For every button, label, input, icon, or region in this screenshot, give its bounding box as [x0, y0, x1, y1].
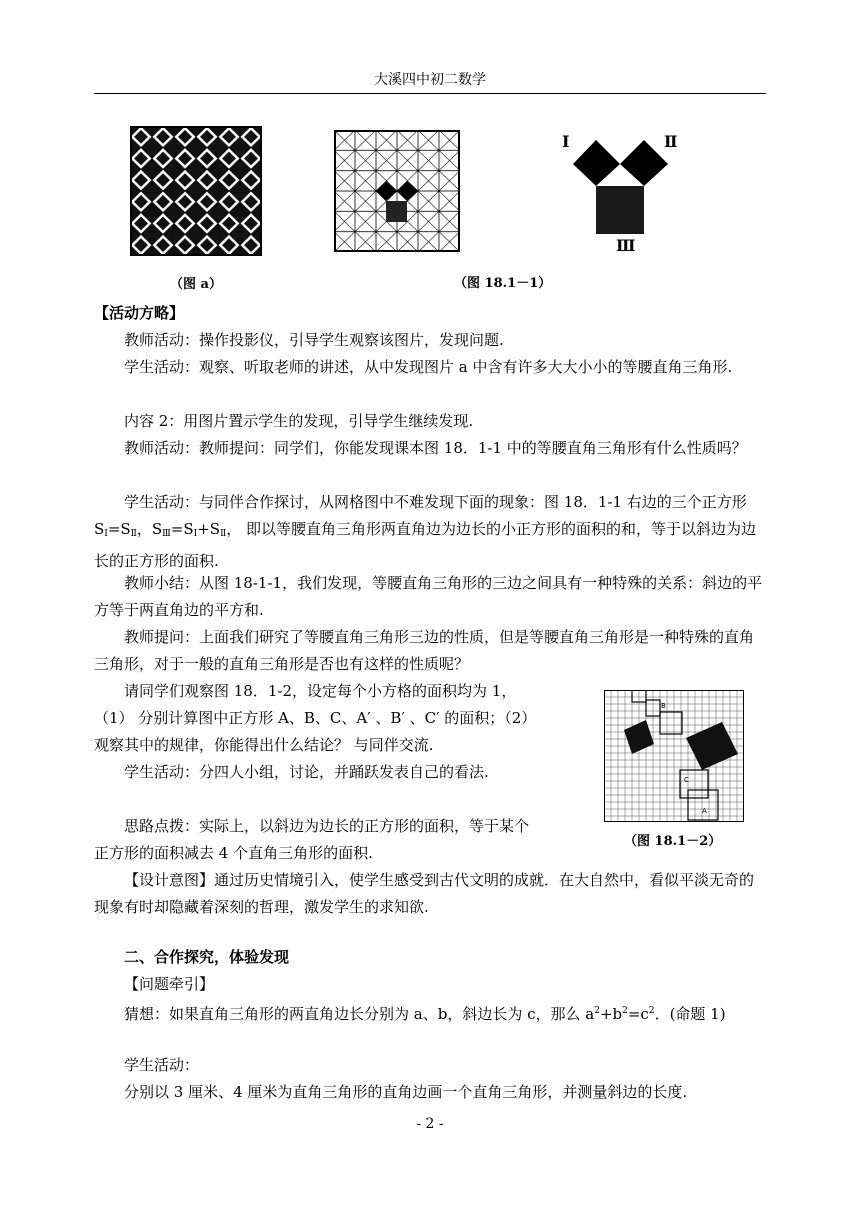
- paragraph-teacher-summary: 教师小结：从图 18-1-1，我们发现，等腰直角三角形的三边之间具有一种特殊的关系：斜边的平方等于两直角边的平方和.: [94, 574, 763, 619]
- figure-a-caption: （图 a）: [170, 277, 222, 292]
- paragraph-student-activity-2: 学生活动：: [124, 1056, 200, 1074]
- figure-18-1-2-grid: [604, 690, 744, 822]
- figure-18-1-1-grid: [334, 130, 460, 252]
- figure-a-pattern: [130, 126, 262, 256]
- svg-text:B: B: [661, 702, 666, 710]
- svg-text:C: C: [684, 776, 689, 784]
- paragraph-conjecture: 猜想：如果直角三角形的两直角边长分别为 a、b，斜边长为 c，那么 $a^2+b^2=c^2$．(命题 1): [124, 1005, 726, 1023]
- figure-row: [94, 124, 766, 294]
- paragraph-content-2: 内容 2：用图片置示学生的发现，引导学生继续发现.: [124, 412, 474, 430]
- paragraph-hint: 思路点拨：实际上，以斜边为边长的正方形的面积，等于某个正方形的面积减去 4 个直角三角形的面积.: [94, 817, 530, 862]
- heading-question-lead: 【问题牵引】: [124, 975, 215, 993]
- paragraph-teacher-activity: 教师活动：操作投影仪，引导学生观察该图片，发现问题.: [124, 331, 504, 349]
- page-header: [94, 69, 766, 94]
- paragraph-teacher-question-2: 教师提问：上面我们研究了等腰直角三角形三边的性质，但是等腰直角三角形是一种特殊的直角三角形，对于一般的直角三角形是否也有这样的性质呢？: [94, 628, 755, 673]
- header-title: 大溪四中初二数学: [374, 72, 486, 88]
- paragraph-draw-triangle: 分别以 3 厘米、4 厘米为直角三角形的直角边画一个直角三角形，并测量斜边的长度.: [124, 1083, 688, 1101]
- paragraph-student-group: 学生活动：分四人小组，讨论，并踊跃发表自己的看法.: [124, 763, 489, 781]
- svg-text:A: A: [702, 807, 707, 815]
- paragraph-design-intent: 【设计意图】通过历史情境引入，使学生感受到古代文明的成就．在大自然中，看似平淡无奇的现象有时却隐藏着深刻的哲理，激发学生的求知欲.: [94, 871, 755, 916]
- roman-three-label: Ⅲ: [616, 236, 636, 255]
- roman-one-label: Ⅰ: [562, 132, 570, 151]
- page-number: - 2 -: [416, 1116, 444, 1132]
- paragraph-student-activity: 学生活动：观察、听取老师的讲述，从中发现图片 a 中含有许多大大小小的等腰直角三角形.: [124, 358, 733, 376]
- section-heading-cooperative: 二、合作探究，体验发现: [124, 948, 290, 966]
- paragraph-observe-figure: 请同学们观察图 18．1-2，设定每个小方格的面积均为 1，（1） 分别计算图中正方形 A、B、C、A′ 、B′ 、C′ 的面积；（2）观察其中的规律，你能得出什么结论？ 与同伴交流.: [94, 682, 529, 754]
- roman-two-label: Ⅱ: [664, 132, 678, 151]
- figure-18-1-1-caption: （图 18.1－1）: [454, 276, 552, 291]
- heading-activity-strategy: 【活动方略】: [94, 304, 185, 322]
- paragraph-student-discovery: 学生活动：与同伴合作探讨，从网格图中不难发现下面的现象：图 18．1-1 右边的三个正方形 $S_Ⅰ=S_Ⅱ$，$S_Ⅲ=S_Ⅰ+S_Ⅱ$， 即以等腰直角三角形两直角边为边长的小正方形的面积的和，等于以斜边为边长的正方形的面积.: [94, 493, 756, 570]
- paragraph-teacher-question: 教师活动：教师提问：同学们，你能发现课本图 18．1-1 中的等腰直角三角形有什么性质吗？: [124, 439, 747, 457]
- figure-18-1-2-caption: （图 18.1－2）: [624, 834, 722, 849]
